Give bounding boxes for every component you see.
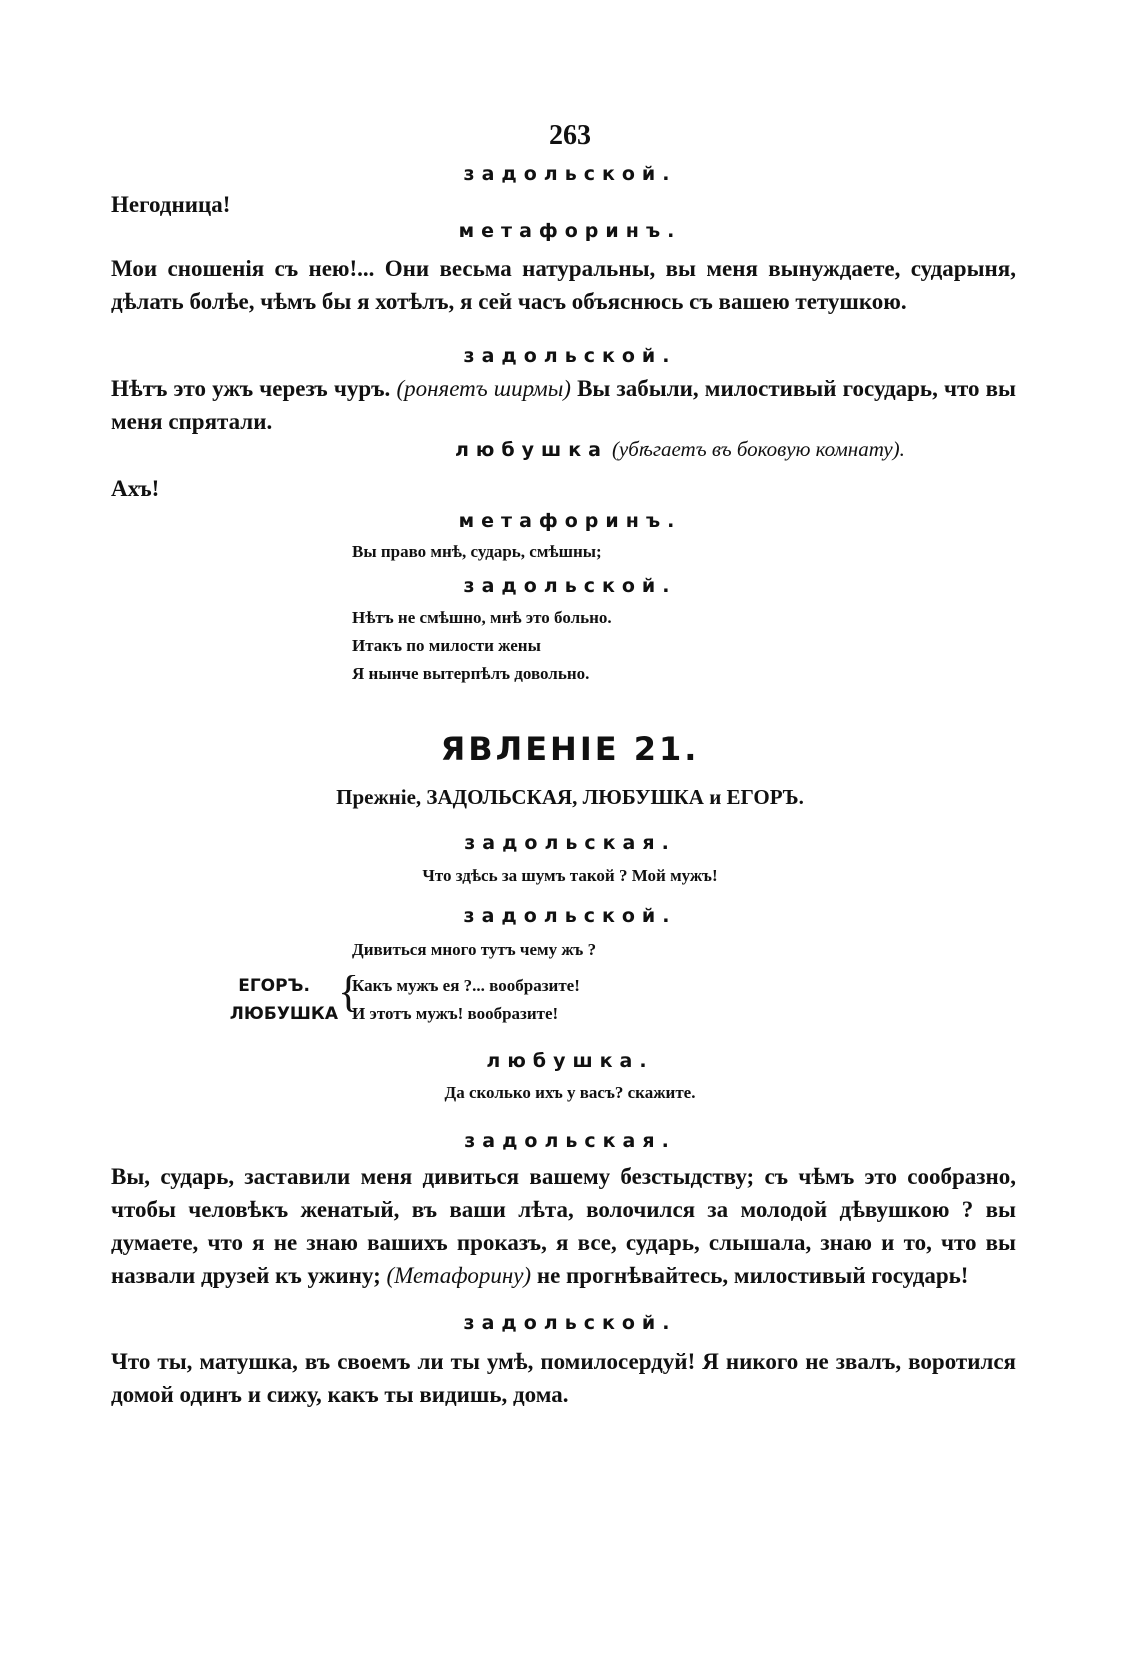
verse-line: Я нынче вытерпѣлъ довольно.: [352, 664, 590, 683]
speaker-zadolskaya: задольская.: [464, 1130, 676, 1152]
dialogue-line: Ахъ!: [111, 476, 160, 501]
verse-line: Нѣтъ не смѣшно, мнѣ это больно.: [352, 608, 612, 627]
dialogue-paragraph: [111, 372, 1016, 438]
dialogue-paragraph: [111, 1160, 1016, 1292]
stage-direction: (роняетъ ширмы): [396, 376, 571, 401]
chorus-speaker-egor: ЕГОРЪ.: [238, 976, 310, 996]
dialogue-paragraph: Что ты, матушка, въ своемъ ли ты умѣ, помилосердуй! Я никого не звалъ, воротился домой одинъ и сижу, какъ ты видишь, дома.: [111, 1349, 1016, 1407]
dialogue-text: Вы забыли, милостивый государь, что вы меня спрятали.: [111, 376, 1016, 434]
dialogue-line: Негодница!: [111, 192, 231, 217]
speaker-zadolskoi: задольской.: [463, 163, 677, 185]
speaker-zadolskaya: задольская.: [464, 832, 676, 854]
dialogue-paragraph: Мои сношенія съ нею!... Они весьма натуральны, вы меня вынуждаете, сударыня, дѣлать болѣе, чѣмъ бы я хотѣлъ, я сей часъ объяснюсь съ вашею тетушкою.: [111, 256, 1016, 314]
dramatis-personae: Прежніе, ЗАДОЛЬСКАЯ, ЛЮБУШКА и ЕГОРЪ.: [336, 785, 804, 809]
speaker-zadolskoi: задольской.: [463, 905, 677, 927]
speaker-metaforin: метафоринъ.: [458, 220, 682, 242]
verse-line: Да сколько ихъ у васъ? скажите.: [444, 1083, 696, 1102]
brace-icon: {: [338, 967, 360, 1016]
speaker-with-direction: [455, 437, 1015, 462]
dialogue-text: не прогнѣвайтесь, милостивый государь!: [536, 1263, 969, 1288]
speaker-metaforin: метафоринъ.: [458, 510, 682, 532]
speaker-lyubushka: любушка.: [486, 1050, 654, 1072]
verse-line: Какъ мужъ ея ?... вообразите!: [352, 976, 580, 995]
speaker-zadolskoi: задольской.: [463, 345, 677, 367]
stage-direction: (убѣгаетъ въ боковую комнату).: [611, 437, 905, 461]
verse-line: Дивиться много тутъ чему жъ ?: [352, 940, 597, 959]
scene-title: ЯВЛЕНІЕ 21.: [440, 730, 700, 768]
dialogue-text: Нѣтъ это ужъ черезъ чуръ.: [111, 376, 391, 401]
dialogue-text: Вы, сударь, заставили меня дивиться вашему безстыдству; съ чѣмъ это сообразно, чтобы человѣкъ женатый, въ ваши лѣта, волочился за молодой дѣвушкою ? вы думаете, что я не знаю вашихъ проказъ, я все, сударь, слышала, знаю и то, что вы назвали друзей къ ужину;: [111, 1164, 1016, 1288]
verse-line: Что здѣсь за шумъ такой ? Мой мужъ!: [422, 866, 718, 885]
verse-line: Вы право мнѣ, сударь, смѣшны;: [352, 542, 602, 561]
chorus-speaker-lyubushka: ЛЮБУШКА: [229, 1004, 338, 1024]
speaker-zadolskoi: задольской.: [463, 1312, 677, 1334]
verse-line: И этотъ мужъ! вообразите!: [352, 1004, 559, 1023]
stage-direction: (Метафорину): [386, 1263, 532, 1288]
verse-line: Итакъ по милости жены: [352, 636, 541, 655]
speaker-lyubushka: любушка: [455, 439, 608, 461]
speaker-zadolskoi: задольской.: [463, 575, 677, 597]
page-number: 263: [549, 120, 591, 151]
